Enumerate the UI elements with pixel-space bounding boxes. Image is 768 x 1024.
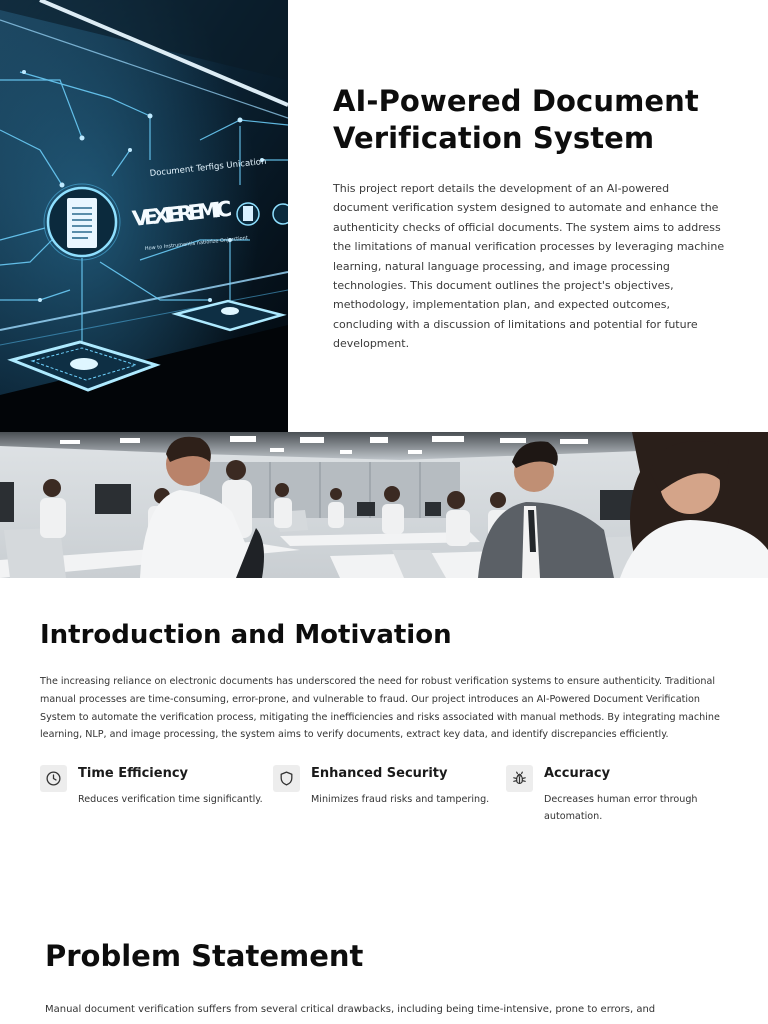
introduction-title: Introduction and Motivation	[40, 620, 452, 650]
clock-icon	[40, 765, 67, 792]
hero-description: This project report details the development of an AI-powered document verification system designed to automate and enhance the authenticity checks of official documents. The system aims to address the limitations of manual verification processes by leveraging machine learning, natural language processing, and image processing technologies. This document outlines the project's objectives, methodology, implementation plan, and expected outcomes, concluding with a discussion of limitations and potential for future development.	[333, 182, 725, 351]
introduction-section	[40, 618, 730, 744]
hero-image-caption-top: Document Terfigs Unication	[149, 156, 267, 179]
office-photo-banner	[0, 432, 768, 578]
hero-image-caption-bottom: How to Instrumentis natiorlze Onjprctiont	[144, 235, 249, 252]
feature-title: Time Efficiency	[78, 766, 189, 781]
page-title: AI-Powered Document Verification System	[333, 84, 699, 155]
feature-description: Decreases human error through automation.	[544, 794, 698, 822]
bug-icon	[506, 765, 533, 792]
feature-title: Accuracy	[544, 766, 611, 781]
problem-statement-section	[45, 937, 735, 1019]
shield-icon	[273, 765, 300, 792]
feature-description: Minimizes fraud risks and tampering.	[311, 794, 490, 805]
hero-image-logo-text: VEXIEREMIC	[131, 196, 233, 231]
feature-title: Enhanced Security	[311, 766, 448, 781]
hero-illustration	[0, 0, 288, 432]
introduction-text: The increasing reliance on electronic documents has underscored the need for robust verification systems to ensure authenticity. Traditional manual processes are time-consuming, error-prone, and vulnerable to fraud. Our project introduces an AI-Powered Document Verification System to automate the verification process, mitigating the inefficiencies and risks associated with manual methods. By integrating machine learning, NLP, and image processing, the system aims to verify documents, extract key data, and identify discrepancies efficiently.	[40, 676, 720, 741]
feature-description: Reduces verification time significantly.	[78, 794, 263, 805]
hero-text-block	[333, 83, 728, 354]
hero-section	[0, 0, 768, 432]
problem-statement-text: Manual document verification suffers from several critical drawbacks, including being time-intensive, prone to errors, and	[45, 1004, 656, 1015]
feature-list	[40, 764, 740, 834]
problem-statement-title: Problem Statement	[45, 939, 364, 973]
